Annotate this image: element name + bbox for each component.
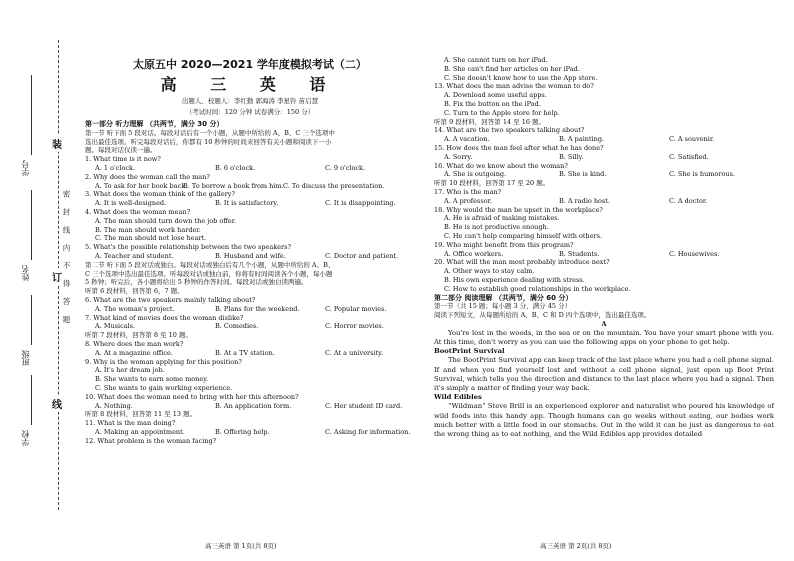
name-field[interactable] — [31, 190, 32, 260]
page-footer-1: 高三英语 第 1页(共 8页) — [205, 542, 277, 550]
question-1: 1. What time is it now? — [85, 155, 161, 164]
sealed-line-warning: 密 封 线 内 不 得 答 题 — [62, 190, 71, 327]
option[interactable]: C. Asking for information. — [325, 427, 411, 436]
class-field[interactable] — [31, 295, 32, 345]
option[interactable]: B. She wants to earn some money. — [95, 375, 209, 384]
material-9-note: 听第 9 段材料，回答第 14 至 16 题。 — [434, 117, 546, 126]
question-8: 8. Where does the man work? — [85, 339, 184, 348]
question-10: 10. What does the woman need to bring with her this afternoon? — [85, 392, 299, 401]
material-8-note: 听第 8 段材料，回答第 11 至 13 题。 — [85, 410, 197, 419]
option[interactable]: B. Silly. — [559, 152, 584, 161]
option[interactable]: B. A radio host. — [559, 196, 610, 205]
option[interactable]: C. 9 o'clock. — [325, 163, 366, 172]
question-19: 19. Who might benefit from this program? — [434, 240, 574, 249]
option[interactable]: A. Making an appointment. — [95, 427, 185, 436]
option[interactable]: C. Horror movies. — [325, 322, 384, 331]
passage-paragraph: “Wildman” Steve Brill is an experienced explorer and naturalist who poured his knowledge of wild foods into this handy app. Though humans can go weeks without eating, our bodies work much better with a little food in our stomachs. Out in the wild it can be just as dangerous to eat the wrong thing as to eat nothing, and the Wild Edibles app provides detailed — [434, 402, 774, 438]
option[interactable]: A. Musicals. — [95, 322, 136, 331]
binding-mark-bottom: 线 — [52, 395, 62, 412]
option[interactable]: A. He is afraid of making mistakes. — [444, 214, 560, 223]
question-6-options — [85, 305, 390, 314]
question-7: 7. What kind of movies does the woman dislike? — [85, 313, 244, 322]
option[interactable]: B. Comedies. — [215, 322, 259, 331]
left-column — [85, 120, 411, 445]
exam-info: （考试时间：120 分钟 试卷满分：150 分） — [185, 108, 315, 116]
option[interactable]: C. At a university. — [325, 348, 384, 357]
option[interactable]: A. The man should turn down the job offer. — [95, 216, 237, 225]
subject-title: 高 三 英 语 — [160, 75, 340, 94]
question-17-options — [434, 197, 774, 206]
option[interactable]: A. She cannot turn on her iPad. — [444, 56, 548, 64]
option[interactable]: B. To borrow a book from him. — [183, 181, 284, 190]
binding-margin — [0, 40, 82, 510]
question-4: 4. What does the woman mean? — [85, 207, 191, 216]
option[interactable]: C. Satisfied. — [669, 152, 709, 161]
sec2-intro-line: 5 秒钟；听完后，各小题将给出 5 秒钟的作答时间。每段对话或独白读两遍。 — [85, 278, 308, 287]
part2-title: 第二部分 阅读理解 （共两节，满分 60 分） — [434, 293, 573, 302]
option[interactable]: B. An application form. — [215, 401, 292, 410]
option[interactable]: C. He can't help comparing himself with others. — [444, 231, 603, 240]
question-3-options — [85, 199, 396, 208]
option[interactable]: B. Offering help. — [215, 427, 270, 436]
question-18: 18. Why would the man be upset in the workplace? — [434, 205, 603, 214]
option[interactable]: C. Popular movies. — [325, 304, 387, 313]
option[interactable]: C. Turn to the Apple store for help. — [444, 108, 560, 117]
option[interactable]: C. She doesn't know how to use the App store. — [444, 73, 598, 82]
option[interactable]: A. Office workers. — [444, 249, 504, 258]
sec1-intro-line: 题。每段对话仅读一遍。 — [85, 146, 157, 155]
option[interactable]: C. She is humorous. — [669, 170, 735, 179]
question-9: 9. Why is the woman applying for this position? — [85, 357, 242, 366]
question-14-options — [434, 135, 774, 144]
question-2: 2. Why does the woman call the man? — [85, 172, 210, 181]
question-11: 11. What is the man doing? — [85, 419, 176, 428]
option[interactable]: B. At a TV station. — [215, 348, 275, 357]
option[interactable]: C. She wants to gain working experience. — [95, 383, 233, 392]
right-column — [434, 56, 774, 439]
question-20: 20. What will the man most probably introduce next? — [434, 258, 610, 267]
part1-title: 第一部分 听力理解 （共两节，满分 30 分） — [85, 120, 224, 128]
option[interactable]: C. It is disappointing. — [325, 199, 396, 208]
option[interactable]: B. Students. — [559, 249, 600, 258]
option[interactable]: A. It's her dream job. — [95, 366, 165, 375]
passage-paragraph: The BootPrint Survival app can keep track of the last place where you had a cell phone signal. If and when you find yourself lost and without a cell phone signal, just open up Boot Print Survival, which tells you the direction and distance to the last place where you had a signal. Then it's simply a matter of finding your way back. — [434, 356, 774, 392]
app-heading: Wild Edibles — [434, 393, 482, 402]
part2-section1: 第一节（共 15 题；每小题 3 分，满分 45 分） — [434, 302, 572, 311]
option[interactable]: A. The woman's project. — [95, 304, 175, 313]
question-5: 5. What's the possible relationship between the two speakers? — [85, 243, 291, 252]
sec1-intro-line: 第一节 听下面 5 段对话。每段对话后有一个小题，从题中所给的 A、B、C 三个选项中 — [85, 128, 335, 137]
question-19-options — [434, 250, 774, 259]
option[interactable]: B. Fix the button on the iPad. — [444, 99, 541, 108]
material-7-note: 听第 7 段材料，回答第 8 至 10 题。 — [85, 331, 192, 340]
student-id-label: 学号 — [21, 160, 30, 176]
option[interactable]: C. Housewives. — [669, 249, 720, 258]
option[interactable]: B. Plans for the weekend. — [215, 304, 300, 313]
school-label: 学校 — [21, 430, 30, 446]
option[interactable]: A. Sorry. — [444, 152, 473, 161]
option[interactable]: B. A painting. — [559, 135, 605, 144]
question-17: 17. Who is the man? — [434, 187, 502, 196]
option[interactable]: C. The man should not lose heart. — [95, 234, 207, 243]
authors-line: 出题人、校题人：李红勤 郭海涛 李星铃 苗启慧 — [181, 97, 319, 105]
question-6: 6. What are the two speakers mainly talking about? — [85, 295, 256, 304]
option[interactable]: B. The man should work harder. — [95, 225, 201, 234]
question-8-options — [85, 349, 390, 358]
question-14: 14. What are the two speakers talking about? — [434, 126, 585, 135]
option[interactable]: C. Her student ID card. — [325, 401, 403, 410]
student-id-field[interactable] — [31, 75, 32, 155]
question-2-options — [85, 182, 390, 191]
option[interactable]: A. At a magazine office. — [95, 348, 173, 357]
question-5-options — [85, 251, 399, 261]
passage-paragraph: You're lost in the woods, in the sea or on the mountain. You have your smart phone with you. At this time, don't worry as you can use the following apps on your phone to get help. — [434, 328, 774, 346]
option[interactable]: C. Doctor and patient. — [325, 251, 399, 260]
question-1-options — [85, 164, 390, 173]
option[interactable]: A. Nothing. — [95, 401, 133, 410]
passage-label: A — [601, 319, 607, 328]
question-11-options — [85, 427, 411, 437]
school-field[interactable] — [31, 375, 32, 425]
option[interactable]: C. A doctor. — [669, 196, 708, 205]
material-6-note: 听第 6 段材料，回答第 6、7 题。 — [85, 287, 184, 296]
sec2-intro-line: C 三个选项中选出最佳选项。听每段对话或独白前，你将有时间阅读各个小题，每小题 — [85, 269, 333, 278]
option[interactable]: A. She is outgoing. — [444, 170, 507, 179]
question-7-options — [85, 322, 390, 331]
option[interactable]: C. How to establish good relationships in the workplace. — [444, 284, 631, 293]
sec1-intro-line: 选出最佳选项。听完每段对话后，你都有 10 秒钟的时间来回答有关小题和阅读下一小 — [85, 137, 332, 146]
sec2-intro-line: 第二节 听下面 5 段对话或独白。每段对话或独白后有几个小题，从题中所给的 A、B、 — [85, 260, 335, 269]
exam-title: 太原五中 2020—2021 学年度模拟考试（二） — [133, 58, 367, 71]
option[interactable]: B. It is satisfactory. — [215, 199, 279, 208]
app-heading: BootPrint Survival — [434, 347, 505, 356]
option[interactable]: B. His own experience dealing with stress. — [444, 275, 585, 284]
material-10-note: 听第 10 段材料，回答第 17 至 20 题。 — [434, 179, 550, 188]
option[interactable]: C. A souvenir. — [669, 135, 715, 144]
option[interactable]: C. To discuss the presentation. — [283, 181, 385, 190]
option[interactable]: A. It is well-designed. — [95, 199, 167, 208]
option[interactable]: A. A vacation. — [444, 135, 490, 144]
option[interactable]: B. She is kind. — [559, 170, 607, 179]
option[interactable]: B. 6 o'clock. — [215, 163, 256, 172]
option[interactable]: A. Teacher and student. — [95, 251, 174, 260]
question-15: 15. How does the man feel after what he has done? — [434, 143, 604, 152]
option[interactable]: B. He is not productive enough. — [444, 223, 549, 232]
question-10-options — [85, 401, 403, 411]
class-label: 班级 — [21, 350, 30, 366]
option[interactable]: A. A professor. — [444, 196, 493, 205]
name-label: 姓名 — [21, 265, 30, 281]
binding-mark-mid: 订 — [52, 268, 62, 285]
option[interactable]: A. To ask for her book back. — [95, 181, 188, 190]
question-12: 12. What problem is the woman facing? — [85, 436, 217, 445]
part2-instructions: 阅读下列短文，从每题所给的 A、B、C 和 D 四个选项中，选出最佳选项。 — [434, 311, 651, 320]
question-3: 3. What does the woman think of the gallery? — [85, 190, 235, 199]
option[interactable]: A. Download some useful apps. — [444, 91, 547, 100]
option[interactable]: B. Husband and wife. — [215, 251, 286, 260]
option[interactable]: B. She can't find her articles on her iPad. — [444, 64, 580, 73]
option[interactable]: A. 1 o'clock. — [95, 163, 136, 172]
question-15-options — [434, 153, 774, 162]
question-16-options — [434, 170, 774, 179]
page-footer-2: 高三英语 第 2页(共 8页) — [540, 542, 612, 550]
binding-mark-top: 装 — [52, 135, 62, 152]
question-16: 16. What do we know about the woman? — [434, 161, 568, 170]
option[interactable]: A. Other ways to stay calm. — [444, 267, 535, 276]
question-13: 13. What does the man advise the woman to do? — [434, 82, 594, 91]
